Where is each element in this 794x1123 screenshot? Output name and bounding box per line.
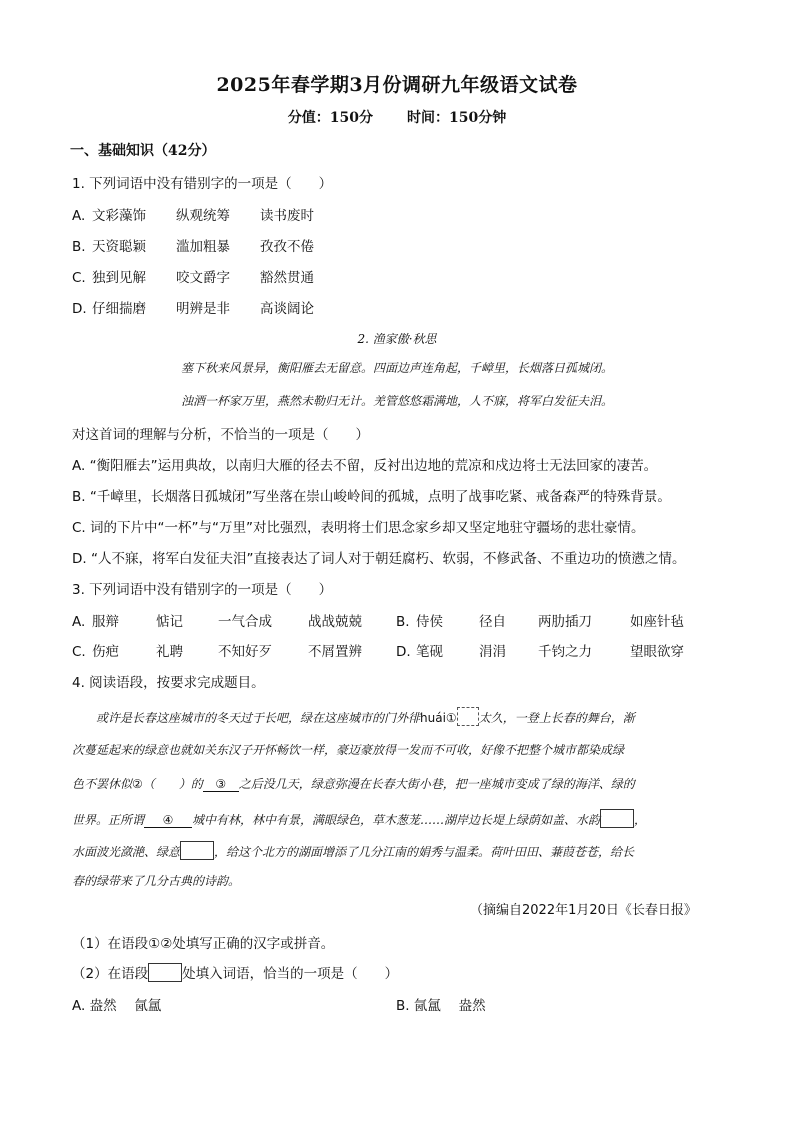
- marker-3: ③: [203, 777, 239, 792]
- exam-subtitle: [0, 107, 794, 127]
- option-word: 仔细揣磨: [92, 301, 146, 317]
- passage-line: [72, 809, 646, 828]
- passage-line: [72, 841, 634, 860]
- option-word: 千钧之力: [538, 644, 592, 660]
- option-word: 两肋插刀: [538, 614, 592, 630]
- passage-text: 色不罢休似: [72, 777, 133, 791]
- option-word: 服辩: [92, 614, 119, 630]
- option-word: 战战兢兢: [308, 614, 362, 630]
- passage-text: 世界。正所谓: [72, 813, 145, 827]
- option-word: 天资聪颖: [92, 239, 146, 255]
- option-word: 豁然贯通: [260, 270, 314, 286]
- q2-option-b: B. “千嶂里，长烟落日孤城闭”写坐落在崇山峻岭间的孤城，点明了战事吃紧、戒备森严的特殊背景。: [72, 489, 671, 505]
- passage-text: 太久，一登上长春的舞台，渐: [478, 711, 635, 725]
- passage-line: [96, 707, 635, 726]
- q2-stem: 对这首词的理解与分析，不恰当的一项是（ ）: [72, 427, 369, 443]
- marker-2: ②: [132, 777, 143, 791]
- option-label: D.: [72, 301, 87, 317]
- blank-box-1[interactable]: [457, 707, 479, 726]
- exam-title: 2025年春学期3月份调研九年级语文试卷: [216, 74, 578, 96]
- q4-option-a: A. 盎然 氤氲: [72, 998, 162, 1014]
- option-word: 望眼欲穿: [630, 644, 684, 660]
- passage-text: 城中有林，林中有景，满眼绿色，草木葱茏……湖岸边长堤上绿荫如盖、水韵: [192, 813, 601, 827]
- blank-box-4[interactable]: [148, 963, 182, 982]
- option-label: A.: [72, 614, 86, 630]
- q3-stem: 3. 下列词语中没有错别字的一项是（ ）: [72, 582, 333, 598]
- option-label: A.: [72, 208, 86, 224]
- score-info: 分值：150分: [287, 110, 373, 126]
- section-title: 一、基础知识（42分）: [70, 143, 216, 159]
- passage-line: 春的绿带来了几分古典的诗韵。: [72, 874, 241, 888]
- q2-option-c: C. 词的下片中“一杯”与“万里”对比强烈，表明将士们思念家乡却又坚定地驻守疆场的悲壮豪情。: [72, 520, 645, 536]
- option-word: 侍侯: [416, 614, 443, 630]
- option-word: 涓涓: [479, 644, 506, 660]
- q1-option-b: [72, 235, 314, 255]
- q2-option-a: A. “衡阳雁去”运用典故，以南归大雁的径去不留，反衬出边地的荒凉和戍边将士无法回家的凄苦。: [72, 458, 658, 474]
- sub2-text: 处填入词语，恰当的一项是（ ）: [182, 966, 399, 982]
- q1-option-d: [72, 297, 314, 317]
- blank-box-2[interactable]: [600, 809, 634, 828]
- option-word: 明辨是非: [176, 301, 230, 317]
- option-word: 礼聘: [156, 644, 183, 660]
- q4-stem: 4. 阅读语段，按要求完成题目。: [72, 675, 265, 691]
- option-word: 高谈阔论: [260, 301, 314, 317]
- q4-option-b: B. 氤氲 盎然: [396, 998, 486, 1014]
- passage-text: 或许是长春这座城市的冬天过于长吧，绿在这座城市的门外徘: [96, 711, 421, 725]
- sub2-text: （2）在语段: [72, 966, 149, 982]
- option-word: 咬文爵字: [176, 270, 230, 286]
- source-citation: （摘编自2022年1月20日《长春日报》: [470, 903, 697, 918]
- option-word: 独到见解: [92, 270, 146, 286]
- option-word: 滥加粗暴: [176, 239, 230, 255]
- poem-line: 塞下秋来风景异，衡阳雁去无留意。四面边声连角起，千嶂里，长烟落日孤城闭。: [180, 361, 613, 375]
- option-word: 笔砚: [416, 644, 443, 660]
- marker-1: ①: [445, 711, 457, 725]
- option-word: 伤疤: [92, 644, 119, 660]
- poem-line: 浊酒一杯家万里，燕然未勒归无计。羌管悠悠霜满地，人不寐，将军白发征夫泪。: [180, 394, 613, 408]
- poem-title: 2. 渔家傲·秋思: [357, 332, 437, 346]
- blank-box-3[interactable]: [180, 841, 214, 860]
- q1-option-c: [72, 266, 314, 286]
- option-label: B.: [396, 614, 410, 630]
- option-word: 孜孜不倦: [260, 239, 314, 255]
- q4-sub1: （1）在语段①②处填写正确的汉字或拼音。: [72, 936, 335, 952]
- option-word: 一气合成: [218, 614, 272, 630]
- marker-4: ④: [144, 813, 192, 828]
- option-word: 如座针毡: [630, 614, 684, 630]
- option-word: 不屑置辨: [308, 644, 362, 660]
- q3-row: [72, 610, 684, 630]
- q1-option-a: [72, 204, 314, 224]
- passage-text: ，: [634, 813, 647, 827]
- q3-row: [72, 640, 684, 660]
- option-word: 文彩藻饰: [92, 208, 146, 224]
- passage-text: 水面波光潋滟、绿意: [72, 845, 181, 859]
- passage-text: 之后没几天，绿意弥漫在长春大街小巷，把一座城市变成了绿的海洋、绿的: [238, 777, 635, 791]
- option-word: 读书废时: [260, 208, 314, 224]
- pinyin-text: huái: [420, 711, 446, 725]
- option-label: D.: [396, 644, 411, 660]
- q4-sub2: [72, 962, 398, 982]
- option-label: B.: [72, 239, 86, 255]
- time-info: 时间：150分钟: [407, 110, 507, 126]
- option-word: 不知好歹: [218, 644, 272, 660]
- q1-stem: 1. 下列词语中没有错别字的一项是（ ）: [72, 176, 333, 192]
- option-label: C.: [72, 270, 86, 286]
- passage-text: （ ）的: [142, 777, 203, 791]
- option-word: 纵观统筹: [176, 208, 230, 224]
- option-word: 径自: [479, 614, 506, 630]
- option-word: 惦记: [156, 614, 183, 630]
- q2-option-d: D. “人不寐，将军白发征夫泪”直接表达了词人对于朝廷腐朽、软弱，不修武备、不重边功的愤懑之情。: [72, 551, 686, 567]
- passage-text: ，给这个北方的湖面增添了几分江南的娟秀与温柔。荷叶田田、蒹葭苍苍，给长: [214, 845, 635, 859]
- option-label: C.: [72, 644, 86, 660]
- passage-line: 次蔓延起来的绿意也就如关东汉子开怀畅饮一样，豪迈豪放得一发而不可收，好像不把整个城市都染成绿: [72, 743, 625, 757]
- passage-line: [72, 775, 635, 792]
